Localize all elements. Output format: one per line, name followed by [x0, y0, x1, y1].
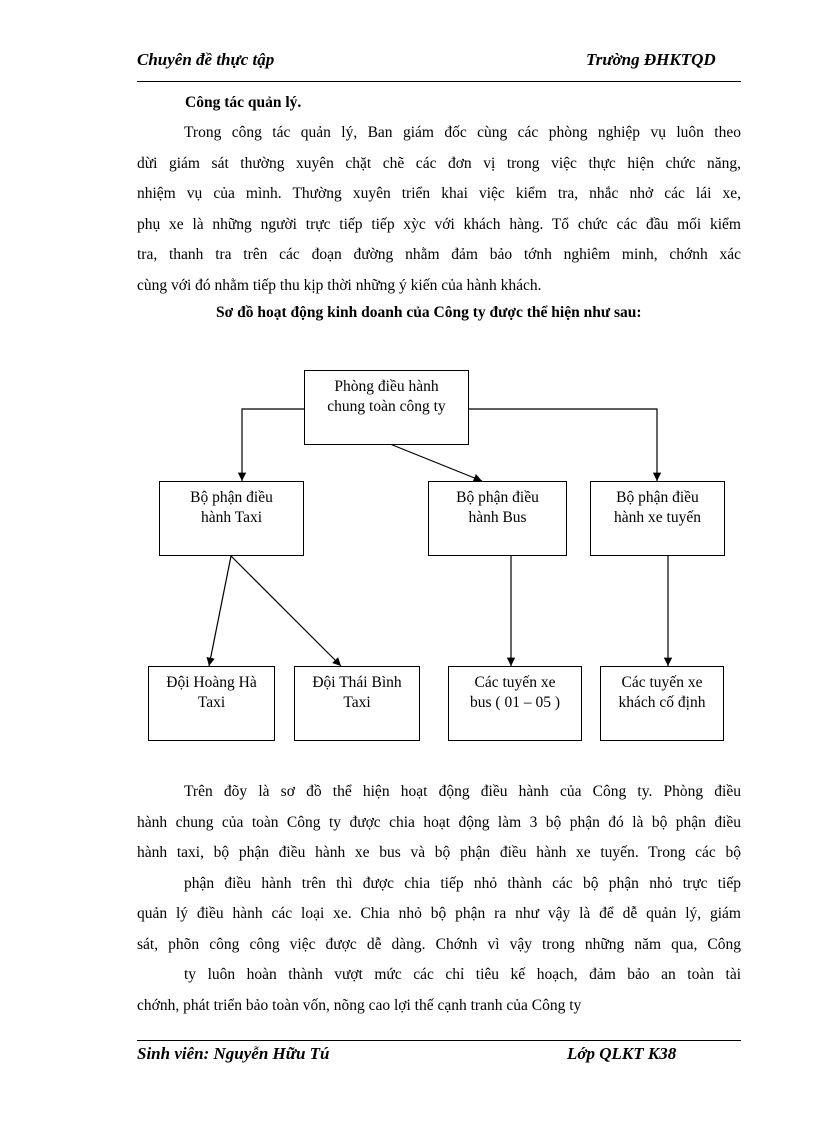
paragraph-line: phụ xe là những người trực tiếp tiếp xỳc với khách hàng. Tổ chức các đầu mối kiểm — [137, 215, 741, 233]
section-title: Công tác quản lý. — [185, 94, 302, 111]
connector-taxi-thaibinh — [231, 556, 341, 666]
footer-right: Lớp QLKT K38 — [567, 1044, 677, 1063]
paragraph-line: hành chung của toàn Công ty được chia hoạt động làm 3 bộ phận đó là bộ phận điều — [137, 813, 741, 831]
paragraph-line: nhiệm vụ của mình. Thường xuyên triển khai việc kiểm tra, nhắc nhở các lái xe, — [137, 185, 741, 202]
box-bus-routes — [448, 666, 582, 741]
connector-root-tuyen — [469, 409, 657, 481]
box-bus — [428, 481, 567, 556]
paragraph-line: tra, thanh tra trên các đoạn đường nhằm đảm bảo tớnh nghiêm minh, chớnh xác — [137, 246, 741, 263]
box-thaibinh — [294, 666, 420, 741]
connector-taxi-hoangha — [209, 556, 231, 666]
header-right: Trường ĐHKTQD — [586, 50, 716, 69]
paragraph-line: hành taxi, bộ phận điều hành xe bus và bộ phận điều hành xe tuyến. Trong các bộ — [137, 844, 741, 861]
paragraph-line: Trên đõy là sơ đồ thể hiện hoạt động điều hành của Công ty. Phòng điều — [184, 783, 741, 800]
header-left: Chuyên đề thực tập — [137, 50, 275, 69]
box-tuyen — [590, 481, 725, 556]
box-tuyen-line2: hành xe tuyến — [614, 509, 701, 526]
paragraph-line: sát, phõn công công việc được dễ dàng. Chớnh vì vậy trong những năm qua, Công — [137, 935, 741, 953]
box-hoangha — [148, 666, 275, 741]
box-taxi-line1: Bộ phận điều — [190, 489, 273, 506]
paragraph-line: phận điều hành trên thì được chia tiếp nhỏ thành các bộ phận nhỏ trực tiếp — [184, 874, 741, 892]
box-bus-routes-line2: bus ( 01 – 05 ) — [470, 694, 560, 711]
box-fixed-routes-line1: Các tuyến xe — [621, 674, 703, 691]
connector-root-bus — [390, 444, 482, 481]
diagram-title: Sơ đồ hoạt động kinh doanh của Công ty được thể hiện như sau: — [216, 304, 642, 321]
box-root-line2: chung toàn công ty — [327, 398, 446, 415]
box-root-line1: Phòng điều hành — [334, 378, 439, 395]
box-thaibinh-line2: Taxi — [343, 694, 371, 711]
box-taxi — [159, 481, 304, 556]
box-bus-line2: hành Bus — [468, 509, 527, 526]
box-root — [304, 370, 469, 445]
box-hoangha-line1: Đội Hoàng Hà — [166, 674, 257, 691]
box-fixed-routes-line2: khách cố định — [618, 694, 706, 711]
connector-root-taxi — [242, 409, 304, 481]
paragraph-line: quản lý điều hành các loại xe. Chia nhỏ bộ phận ra như vậy là để dễ quản lý, giám — [137, 905, 741, 922]
paragraph-line: chớnh, phát triển bảo toàn vốn, nõng cao lợi thế cạnh tranh của Công ty — [137, 996, 582, 1014]
footer-rule — [137, 1040, 741, 1041]
paragraph-line: Trong công tác quản lý, Ban giám đốc cùng các phòng nghiệp vụ luôn theo — [184, 124, 741, 141]
box-tuyen-line1: Bộ phận điều — [616, 489, 699, 506]
box-fixed-routes — [600, 666, 724, 741]
paragraph-2 — [137, 777, 741, 1021]
paragraph-line: dừi giám sát thường xuyên chặt chẽ các đơn vị trong việc thực hiện chức năng, — [137, 154, 741, 172]
box-bus-routes-line1: Các tuyến xe — [474, 674, 556, 691]
box-hoangha-line2: Taxi — [197, 694, 226, 711]
box-bus-line1: Bộ phận điều — [456, 489, 539, 506]
footer-left: Sinh viên: Nguyễn Hữu Tú — [137, 1044, 330, 1063]
box-taxi-line2: hành Taxi — [200, 509, 263, 526]
box-thaibinh-line1: Đội Thái Bình — [312, 674, 402, 691]
paragraph-line: ty luôn hoàn thành vượt mức các chỉ tiêu kế hoạch, đảm bảo an toàn tài — [184, 966, 741, 983]
paragraph-line: cùng với đó nhằm tiếp thu kịp thời những ý kiến của hành khách. — [137, 276, 542, 294]
